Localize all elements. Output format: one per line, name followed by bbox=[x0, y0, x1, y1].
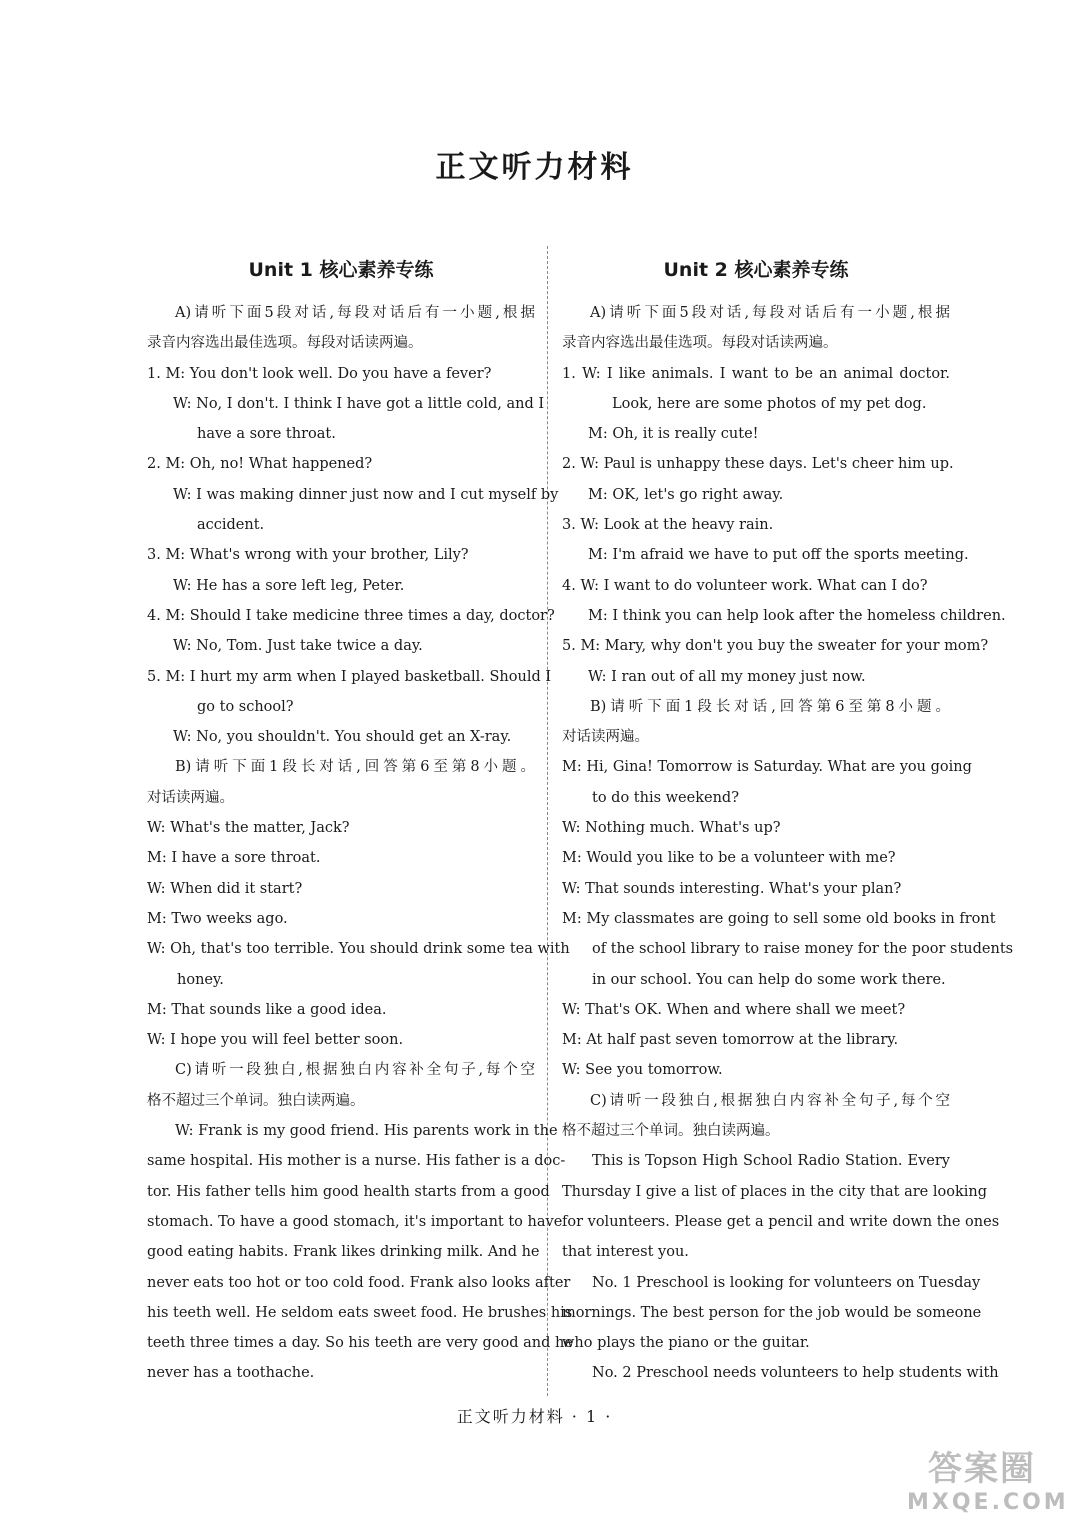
transcript-line: 录音内容选出最佳选项。每段对话读两遍。 bbox=[147, 335, 423, 352]
transcript-line: W: Nothing much. What's up? bbox=[562, 820, 781, 837]
transcript-line: W: I was making dinner just now and I cut myself by bbox=[173, 486, 559, 503]
unit1-heading: Unit 1 核心素养专练 bbox=[248, 259, 434, 281]
transcript-line: C)请听一段独白,根据独白内容补全句子,每个空 bbox=[590, 1092, 950, 1109]
transcript-line: to do this weekend? bbox=[592, 789, 739, 806]
transcript-line: of the school library to raise money for the poor students bbox=[592, 941, 1014, 958]
watermark-text: 答案圈 bbox=[928, 1449, 1036, 1489]
transcript-line: teeth three times a day. So his teeth are very good and he bbox=[147, 1335, 573, 1352]
transcript-line: 3. W: Look at the heavy rain. bbox=[562, 517, 774, 534]
transcript-line: 5. M: I hurt my arm when I played basketball. Should I bbox=[147, 668, 552, 685]
transcript-line: honey. bbox=[177, 971, 224, 988]
transcript-line: his teeth well. He seldom eats sweet food. He brushes his bbox=[147, 1304, 573, 1321]
unit2-heading: Unit 2 核心素养专练 bbox=[663, 259, 849, 281]
unit2-transcript bbox=[562, 298, 1014, 1389]
transcript-line: W: I hope you will feel better soon. bbox=[147, 1032, 404, 1049]
watermark-logo bbox=[907, 1448, 1069, 1528]
transcript-line: M: My classmates are going to sell some old books in front bbox=[562, 910, 996, 927]
transcript-line: W: See you tomorrow. bbox=[562, 1062, 723, 1079]
transcript-line: mornings. The best person for the job would be someone bbox=[562, 1304, 982, 1321]
page-title: 正文听力材料 bbox=[435, 150, 634, 185]
transcript-line: 4. M: Should I take medicine three times a day, doctor? bbox=[147, 607, 555, 624]
transcript-line: W: He has a sore left leg, Peter. bbox=[173, 577, 405, 594]
transcript-line: have a sore throat. bbox=[197, 426, 336, 443]
transcript-line: W: No, Tom. Just take twice a day. bbox=[173, 638, 423, 655]
transcript-line: This is Topson High School Radio Station. Every bbox=[592, 1153, 950, 1170]
transcript-line: M: Would you like to be a volunteer with me? bbox=[562, 850, 896, 867]
transcript-line: 5. M: Mary, why don't you buy the sweater for your mom? bbox=[562, 638, 989, 655]
transcript-line: No. 2 Preschool needs volunteers to help students with bbox=[592, 1365, 999, 1382]
transcript-line: M: Hi, Gina! Tomorrow is Saturday. What are you going bbox=[562, 759, 972, 776]
transcript-line: W: When did it start? bbox=[147, 880, 303, 897]
transcript-line: M: I'm afraid we have to put off the sports meeting. bbox=[588, 547, 969, 564]
transcript-line: that interest you. bbox=[562, 1244, 689, 1261]
transcript-line: 1. M: You don't look well. Do you have a fever? bbox=[147, 365, 492, 382]
transcript-line: B)请听下面1段长对话,回答第6至第8小题。 bbox=[175, 759, 535, 776]
transcript-line: M: OK, let's go right away. bbox=[588, 486, 784, 503]
transcript-line: M: I think you can help look after the homeless children. bbox=[588, 607, 1006, 624]
transcript-line: W: No, you shouldn't. You should get an X-ray. bbox=[173, 729, 512, 746]
transcript-line: W: Frank is my good friend. His parents work in the bbox=[175, 1123, 558, 1140]
transcript-line: never has a toothache. bbox=[147, 1365, 315, 1382]
transcript-line: 对话读两遍。 bbox=[562, 729, 649, 746]
transcript-line: stomach. To have a good stomach, it's important to have bbox=[147, 1213, 563, 1230]
transcript-line: M: At half past seven tomorrow at the library. bbox=[562, 1032, 899, 1049]
transcript-line: C)请听一段独白,根据独白内容补全句子,每个空 bbox=[175, 1062, 535, 1079]
transcript-line: W: Oh, that's too terrible. You should drink some tea with bbox=[147, 941, 570, 958]
transcript-line: Look, here are some photos of my pet dog. bbox=[612, 395, 927, 412]
transcript-line: M: Oh, it is really cute! bbox=[588, 426, 759, 443]
transcript-line: accident. bbox=[197, 517, 265, 534]
transcript-line: 3. M: What's wrong with your brother, Lily? bbox=[147, 547, 469, 564]
transcript-line: W: That sounds interesting. What's your plan? bbox=[562, 880, 902, 897]
page-footer: 正文听力材料 · 1 · bbox=[456, 1407, 613, 1426]
transcript-line: A)请听下面5段对话,每段对话后有一小题,根据 bbox=[175, 305, 535, 321]
transcript-line: never eats too hot or too cold food. Frank also looks after bbox=[147, 1274, 571, 1291]
transcript-line: for volunteers. Please get a pencil and write down the ones bbox=[562, 1213, 1000, 1230]
transcript-line: 录音内容选出最佳选项。每段对话读两遍。 bbox=[562, 335, 838, 352]
transcript-line: who plays the piano or the guitar. bbox=[562, 1335, 810, 1352]
transcript-line: No. 1 Preschool is looking for volunteers on Tuesday bbox=[592, 1274, 981, 1291]
transcript-line: go to school? bbox=[197, 698, 294, 715]
transcript-line: M: I have a sore throat. bbox=[147, 850, 321, 867]
transcript-line: W: That's OK. When and where shall we meet? bbox=[562, 1001, 906, 1018]
transcript-line: 格不超过三个单词。独白读两遍。 bbox=[562, 1123, 780, 1140]
transcript-line: W: No, I don't. I think I have got a little cold, and I bbox=[173, 395, 545, 412]
unit1-column bbox=[147, 252, 573, 1389]
transcript-line: 对话读两遍。 bbox=[147, 789, 234, 806]
watermark-url: MXQE.COM bbox=[907, 1490, 1069, 1515]
transcript-line: 格不超过三个单词。独白读两遍。 bbox=[147, 1092, 365, 1109]
transcript-line: M: That sounds like a good idea. bbox=[147, 1001, 387, 1018]
transcript-line: good eating habits. Frank likes drinking milk. And he bbox=[147, 1244, 540, 1261]
transcript-line: same hospital. His mother is a nurse. His father is a doc- bbox=[147, 1153, 566, 1170]
transcript-line: 4. W: I want to do volunteer work. What can I do? bbox=[562, 577, 928, 594]
transcript-line: M: Two weeks ago. bbox=[147, 910, 288, 927]
transcript-line: 2. M: Oh, no! What happened? bbox=[147, 456, 373, 473]
transcript-line: 2. W: Paul is unhappy these days. Let's cheer him up. bbox=[562, 456, 954, 473]
transcript-line: 1. W: I like animals. I want to be an animal doctor. bbox=[562, 365, 950, 382]
unit1-transcript bbox=[147, 298, 573, 1389]
transcript-line: B)请听下面1段长对话,回答第6至第8小题。 bbox=[590, 698, 950, 715]
transcript-line: in our school. You can help do some work there. bbox=[592, 971, 946, 988]
transcript-line: W: I ran out of all my money just now. bbox=[588, 668, 866, 685]
transcript-line: W: What's the matter, Jack? bbox=[147, 820, 350, 837]
transcript-line: tor. His father tells him good health starts from a good bbox=[147, 1183, 550, 1200]
unit2-column bbox=[562, 252, 1014, 1389]
transcript-line: A)请听下面5段对话,每段对话后有一小题,根据 bbox=[590, 305, 950, 321]
transcript-line: Thursday I give a list of places in the city that are looking bbox=[562, 1183, 987, 1200]
